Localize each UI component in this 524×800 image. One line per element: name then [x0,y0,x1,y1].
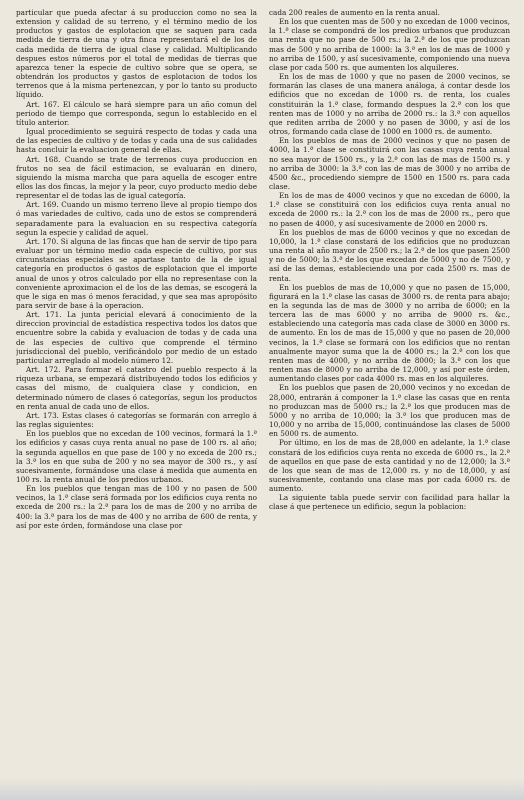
paragraph: Por último, en los de mas de 28,000 en adelante, la 1.ª clase constará de los edificios cuya renta no exceda de 6000 rs., la 2.ª de aquellos en que pase de esta cantidad y no de 12,000; la 3.ª de los que sean de mas de 12,000 rs. y no de 18,000, y así sucesivamente, contando una clase mas por cada 6000 rs. de aumento. [269,438,510,494]
left-column [16,8,257,798]
text-columns [16,8,510,798]
paragraph: En los de mas de 1000 y que no pasen de 2000 vecinos, se formarán las clases de una manera análoga, á contar desde los edificios que no excedan de 1000 rs. de renta, los cuales constituirán la 1.ª clase, formando despues la 2.ª con los que renten mas de 1000 y no arriba de 2000 rs.: la 3.ª con aquellos que rediten arriba de 2000 y no pasen de 3000, y así de los otros, formando cada clase de 1000 en 1000 rs. de aumento. [269,72,510,137]
paragraph: Igual procedimiento se seguirá respecto de todas y cada una de las especies de cultivo y de todas y cada una de sus calidades hasta concluir la evaluacion general de ellas. [16,127,257,155]
paragraph: En los que cuenten mas de 500 y no excedan de 1000 vecinos, la 1.ª clase se compondrá de los predios urbanos que produzcan una renta que no pase de 500 rs.: la 2.ª de los que produzcan mas de 500 y no arriba de 1000: la 3.ª en los de mas de 1000 y no arriba de 1500, y así sucesivamente, componiendo una nueva clase por cada 500 rs. que aumenten los alquileres. [269,17,510,72]
paragraph: Art. 170. Si alguna de las fincas que han de servir de tipo para evaluar por un término medio cada especie de cultivo, por sus circunstancias especiales se apartase tanto de la de igual categoría en productos ó gastos de esplotacion que el importe anual de unos y otros calculado por ella no representase con la conveniente aproximacion el de los de las demas, se escogerá la que le siga en mas ó menos feracidad, y que sea mas apropósito para servir de base á la operacion. [16,236,257,310]
paragraph: Art. 172. Para formar el catastro del pueblo respecto á la riqueza urbana, se empezará distribuyendo todos los edificios y casas del mismo, de cualquiera clase y condicion, en determinado número de clases ó categorías, segun los productos en renta anual de cada uno de ellos. [16,365,257,411]
paragraph: particular que pueda afectar á su produccion como no sea la extension y calidad de su terreno, y el término medio de los productos y gastos de esplotacion que se saquen para cada medida de tierra de una y otra finca representará el de los de cada medida de tierra de igual clase y calidad. Multiplicando despues estos números por el total de medidas de tierras que aparezca tener la especie de cultivo sobre que se opera, se obtendrán los productos y gastos de esplotacion de todos los terrenos que á la misma pertenezcan, y por lo tanto su producto líquido. [16,8,257,100]
paragraph: En los pueblos de mas de 6000 vecinos y que no excedan de 10,000, la 1.ª clase constará de los edificios que no produzcan una renta al año mayor de 2500 rs.; la 2.ª de los que pasen 2500 y no de 5000; la 3.ª de los que excedan de 5000 y no de 7500, y así de las demas, estableciendo una por cada 2500 rs. mas de renta. [269,227,510,283]
paragraph: Art. 167. El cálculo se hará siempre para un año comun del periodo de tiempo que corresponda, segun lo establecido en el título anterior. [16,99,257,127]
paragraph: En los pueblos de mas de 2000 vecinos y que no pasen de 4000, la 1.ª clase se constituirá con las casas cuya renta anual no sea mayor de 1500 rs., y la 2.ª con las de mas de 1500 rs. y no arriba de 3000: la 3.ª con las de mas de 3000 y no arriba de 4500 &c., procediendo siempre de 1500 en 1500 rs. para cada clase. [269,136,510,191]
paragraph: cada 200 reales de aumento en la renta anual. [269,8,440,17]
paragraph: En los pueblos que pasen de 20,000 vecinos y no excedan de 28,000, entrarán á componer la 1.ª clase las casas que en renta no produzcan mas de 5000 rs.; la 2.ª los que producen mas de 5000 y no arriba de 10,000; la 3.ª los que producen mas de 10,000 y no arriba de 15,000, continuándose las clases de 5000 en 5000 rs. de aumento. [269,383,510,439]
right-column [269,8,510,798]
paragraph: En los pueblos de mas de 10,000 y que no pasen de 15,000, figurará en la 1.ª clase las casas de 3000 rs. de renta para abajo; en la segunda las de mas de 3000 y no arriba de 6000; en la tercera las de mas 6000 y no arriba de 9000 rs. &c., estableciendo una categoría mas cada clase de 3000 en 3000 rs. de aumento. En los de mas de 15,000 y que no pasen de 20,000 vecinos, la 1.ª clase se formará con los edificios que no rentan anualmente mayor suma que la de 4000 rs.; la 2.ª con los que renten mas de 4000, y no arriba de 8000; la 3.ª con los que renten mas de 8000 y no arriba de 12,000, y así por este órden, aumentando clases por cada 4000 rs. mas en los alquileres. [269,282,510,384]
paragraph: Art. 173. Estas clases ó categorías se formarán con arreglo á las reglas siguientes: [16,410,257,430]
paragraph: En los pueblos que no excedan de 100 vecinos, formará la 1.ª los edificios y casas cuya renta anual no pase de 100 rs. al año; la segunda aquellos en que pase de 100 y no exceda de 200 rs.; la 3.ª los en que suba de 200 y no sea mayor de 300 rs., y así sucesivamente, formándose una clase á medida que aumenta en 100 rs. la renta anual de los predios urbanos. [16,429,257,484]
paragraph: Art. 168. Cuando se trate de terrenos cuya produccion en frutos no sea de fácil estimacion, se evaluarán en dinero, siguiendo la misma marcha que para aquella de escoger entre ellos las dos fincas, la mejor y la peor, cuyo producto medio debe representar el de todas las de igual categoría. [16,154,257,201]
paragraph: La siguiente tabla puede servir con facilidad para hallar la clase á que pertenece un edificio, segun la poblacion: [269,493,510,512]
paragraph: Art. 169. Cuando un mismo terreno lleve al propio tiempo dos ó mas variedades de cultivo, cada uno de estos se comprenderá separadamente para la evaluacion en su respectiva categoría segun la especie y calidad de aquel. [16,200,257,237]
paragraph: En los pueblos que tengan mas de 100 y no pasen de 500 vecinos, la 1.ª clase será formada por los edificios cuya renta no exceda de 200 rs.: la 2.ª para los de mas de 200 y no arriba de 400: la 3.ª para los de mas de 400 y no arriba de 600 de renta, y así por este órden, formándose una clase por [16,484,257,530]
paragraph: En los de mas de 4000 vecinos y que no excedan de 6000, la 1.ª clase se constituirá con los edificios cuya renta anual no exceda de 2000 rs.: la 2.ª con los de mas de 2000 rs., pero que no pasen de 4000, y así sucesivamente de 2000 en 2000 rs. [269,191,510,228]
paragraph: Art. 171. La junta pericial elevará á conocimiento de la direccion provincial de estadística respectiva todos los datos que encuentre sobre la cabida y evaluacion de todas y de cada una de las especies de cultivo que comprende el término jurisdiccional del pueblo, verificándolo por medio de un estado particular arreglado al modelo número 12. [16,310,257,365]
